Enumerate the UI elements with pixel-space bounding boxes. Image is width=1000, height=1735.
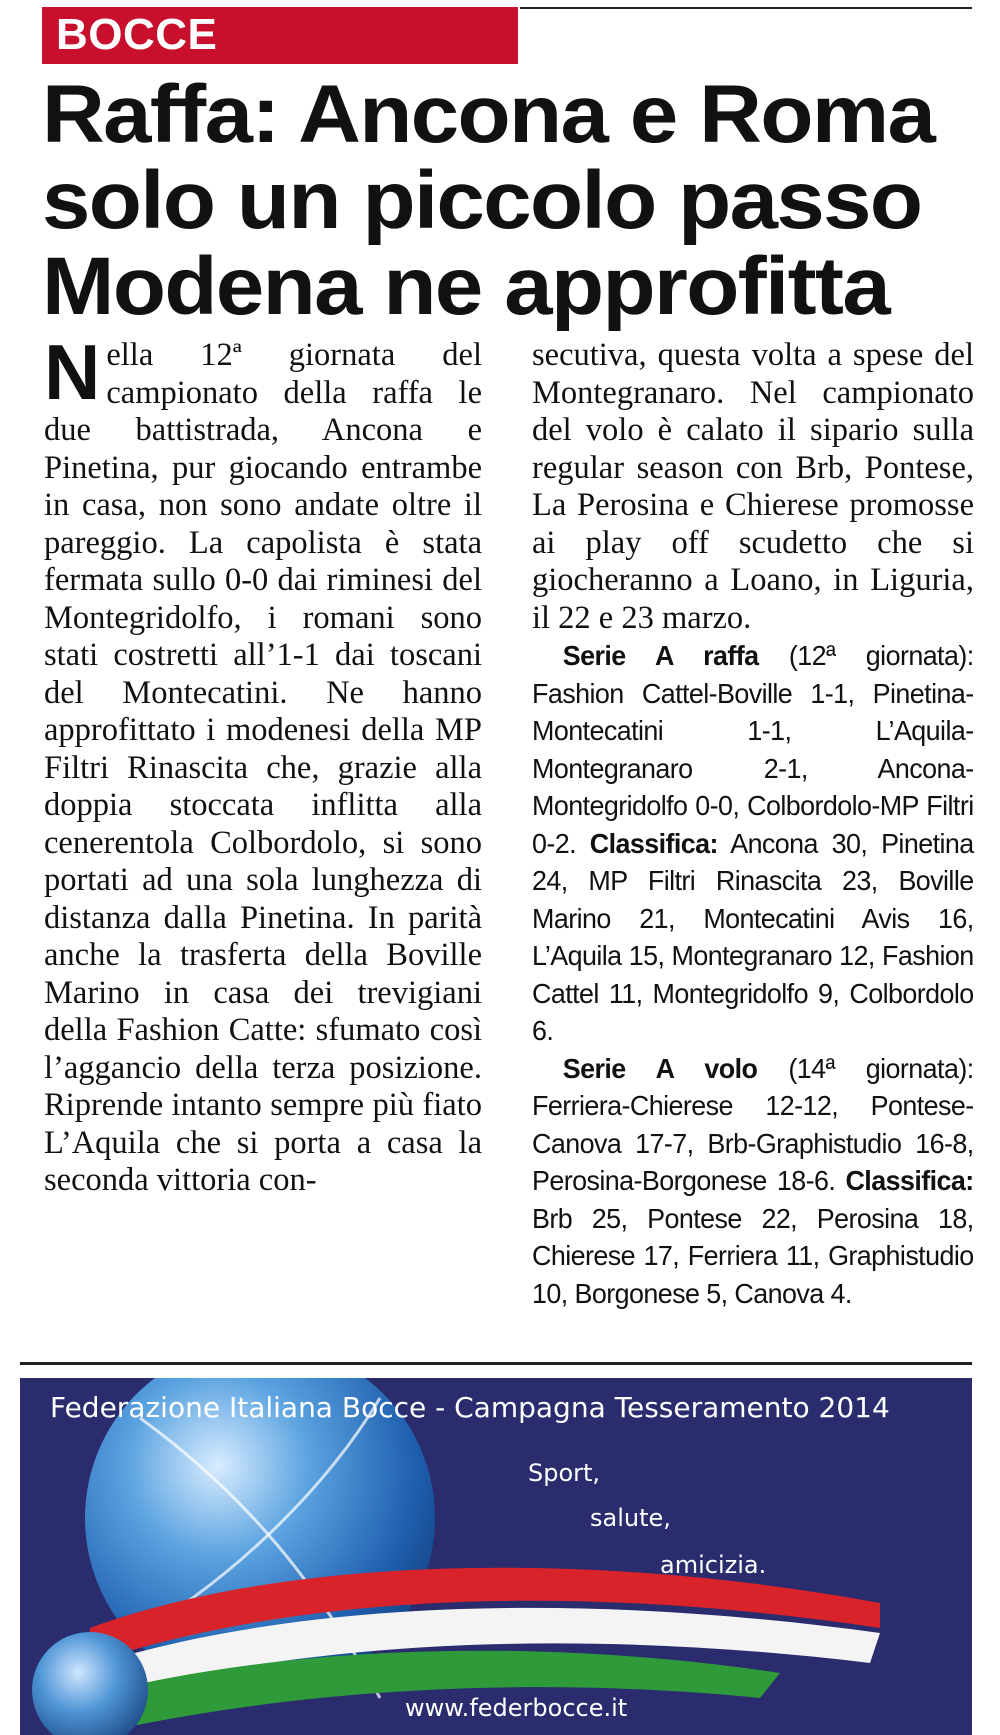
article-column-right bbox=[532, 337, 974, 1312]
volo-classifica: Brb 25, Pontese 22, Perosina 18, Chierese 17, Ferriera 11, Graphistudio 10, Borgonese 5, Canova 4. bbox=[532, 1202, 974, 1309]
article-body-right: secutiva, questa volta a spese del Montegranaro. Nel campionato del volo è calato il sipario sulla regular season con Brb, Pontese, La Perosina e Chierese promosse ai play off scudetto che si giocheranno a Loano, in Liguria, il 22 e 23 marzo. bbox=[532, 337, 974, 636]
ad-slogan-1: Sport, bbox=[528, 1459, 601, 1487]
drop-cap: N bbox=[44, 328, 101, 416]
raffa-classifica: Ancona 30, Pinetina 24, MP Filtri Rinascita 23, Boville Marino 21, Montecatini Avis 16, L’Aquila 15, Montegranaro 12, Fashion Cattel 11, Montegridolfo 9, Colbordolo 6. bbox=[532, 827, 974, 1046]
raffa-label: Serie A raffa bbox=[562, 640, 759, 671]
advertisement bbox=[20, 1378, 972, 1735]
top-rule bbox=[520, 7, 972, 9]
raffa-results bbox=[532, 637, 974, 1050]
headline-line-3: Modena ne approfitta bbox=[42, 241, 890, 332]
article-paragraph bbox=[44, 328, 482, 1200]
ad-slogan-3: amicizia. bbox=[660, 1551, 767, 1579]
ad-artwork bbox=[20, 1378, 972, 1735]
headline-line-2: solo un piccolo passo bbox=[42, 155, 922, 246]
volo-classifica-label: Classifica: bbox=[845, 1165, 974, 1196]
volo-scores: Ferriera-Chierese 12-12, Pontese-Canova 17-7, Brb-Graphistudio 16-8, Perosina-Borgonese 18-6. bbox=[532, 1090, 974, 1196]
headline-line-1: Raffa: Ancona e Roma bbox=[42, 69, 935, 160]
ad-slogan-2: salute, bbox=[590, 1504, 671, 1532]
headline bbox=[42, 69, 1000, 332]
article-column-left bbox=[44, 328, 482, 1200]
volo-label: Serie A volo bbox=[562, 1052, 758, 1084]
section-label: BOCCE bbox=[56, 10, 218, 59]
volo-round: (14ª giornata): bbox=[788, 1052, 974, 1084]
volo-results bbox=[532, 1050, 974, 1313]
article-body-left: ella 12ª giornata del campionato della raffa le due battistrada, Ancona e Pinetina, pur giocando entrambe in casa, non sono andate oltre il pareggio. La capolista è stata fermata sullo 0-0 dai riminesi del Montegridolfo, i romani sono stati costretti all’1-1 dai toscani del Montecatini. Ne hanno approfittato i modenesi della MP Filtri Rinascita che, grazie alla doppia stoccata inflitta alla cenerentola Colbordolo, si sono portati ad una sola lunghezza di distanza dalla Pinetina. In parità anche la trasferta della Boville Marino in casa dei trevigiani della Fashion Catte: sfumato così l’aggancio della terza posizione. Riprende intanto sempre più fiato L’Aquila che si porta a casa la seconda vittoria con- bbox=[44, 337, 482, 1198]
bottom-rule bbox=[20, 1362, 972, 1365]
section-tag bbox=[42, 7, 518, 64]
ad-website-link[interactable]: www.federbocce.it bbox=[405, 1694, 628, 1722]
raffa-classifica-label: Classifica: bbox=[589, 827, 718, 859]
ad-title: Federazione Italiana Bocce - Campagna Tesseramento 2014 bbox=[50, 1391, 890, 1424]
raffa-round: (12ª giornata): bbox=[788, 640, 974, 671]
raffa-scores: Fashion Cattel-Boville 1-1, Pinetina-Montecatini 1-1, L’Aquila-Montegranaro 2-1, Ancona-Montegridolfo 0-0, Colbordolo-MP Filtri 0-2. bbox=[532, 677, 974, 859]
